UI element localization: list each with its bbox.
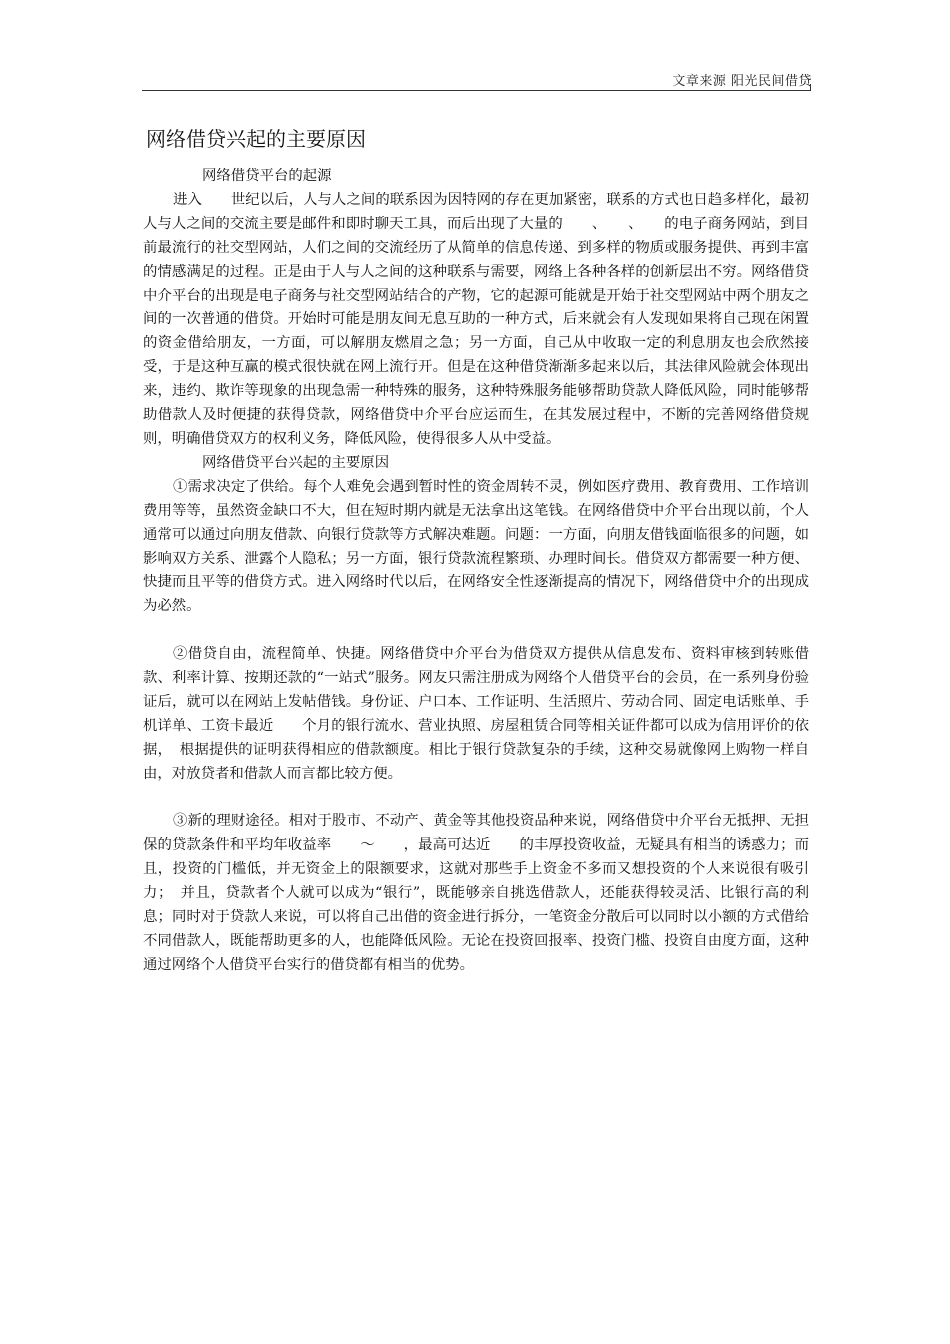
paragraph-reason-investment: ③新的理财途径。相对于股市、不动产、黄金等其他投资品种来说，网络借贷中介平台无抵押、无担保的贷款条件和平均年收益率 ～ ，最高可达近 的丰厚投资收益，无疑具有相当的诱惑力；而且，投资的门槛低，并无资金上的限额要求，这就对那些手上资金不多而又想投资的个人来说很有吸引力； 并且，贷款者个人就可以成为“银行”，既能够亲自挑选借款人，还能获得较灵活、比银行高的利息；同时对于贷款人来说，可以将自己出借的资金进行拆分，一笔资金分散后可以同时以小额的方式借给不同借款人，既能帮助更多的人，也能降低风险。无论在投资回报率、投资门槛、投资自由度方面，这种通过网络个人借贷平台实行的借贷都有相当的优势。 (143, 813, 809, 973)
paragraph-spacer (143, 787, 809, 811)
header-rule-tick (810, 84, 811, 91)
paragraph-spacer (143, 619, 809, 643)
document-body (143, 165, 809, 978)
paragraph-reason-freedom: ②借贷自由，流程简单、快捷。网络借贷中介平台为借贷双方提供从信息发布、资料审核到转账借款、利率计算、按期还款的“一站式”服务。网友只需注册成为网络个人借贷平台的会员，在一系列身份验证后，就可以在网站上发帖借钱。身份证、户口本、工作证明、生活照片、劳动合同、固定电话账单、手机详单、工资卡最近 个月的银行流水、营业执照、房屋租赁合同等相关证件都可以成为信用评价的依据， 根据提供的证明获得相应的借款额度。相比于银行贷款复杂的手续，这种交易就像网上购物一样自由，对放贷者和借款人而言都比较方便。 (143, 646, 809, 782)
section-heading-reasons: 网络借贷平台兴起的主要原因 (202, 454, 390, 471)
paragraph-reason-demand: ①需求决定了供给。每个人难免会遇到暂时性的资金周转不灵，例如医疗费用、教育费用、工作培训费用等等，虽然资金缺口不大，但在短时期内就是无法拿出这笔钱。在网络借贷中介平台出现以前，个人通常可以通过向朋友借款、向银行贷款等方式解决难题。问题：一方面，向朋友借钱面临很多的问题，如影响双方关系、泄露个人隐私；另一方面，银行贷款流程繁琐、办理时间长。借贷双方都需要一种方便、快捷而且平等的借贷方式。进入网络时代以后，在网络安全性逐渐提高的情况下，网络借贷中介的出现成为必然。 (143, 478, 809, 615)
document-title: 网络借贷兴起的主要原因 (146, 127, 366, 151)
paragraph-origin: 进入 世纪以后，人与人之间的联系因为因特网的存在更加紧密，联系的方式也日趋多样化，最初人与人之间的交流主要是邮件和即时聊天工具，而后出现了大量的 、 、 的电子商务网站，到目前最流行的社交型网站，人们之间的交流经历了从简单的信息传递、到多样的物质或服务提供、再到丰富的情感满足的过程。正是由于人与人之间的这种联系与需要，网络上各种各样的创新层出不穷。网络借贷中介平台的出现是电子商务与社交型网站结合的产物，它的起源可能就是开始于社交型网站中两个朋友之间的一次普通的借贷。开始时可能是朋友间无息互助的一种方式，后来就会有人发现如果将自己现在闲置的资金借给朋友，一方面，可以解朋友燃眉之急；另一方面，自己从中收取一定的利息朋友也会欣然接受，于是这种互赢的模式很快就在网上流行开。但是在这种借贷渐渐多起来以后，其法律风险就会体现出来，违约、欺诈等现象的出现急需一种特殊的服务，这种特殊服务能够帮助贷款人降低风险，同时能够帮助借款人及时便捷的获得贷款，网络借贷中介平台应运而生，在其发展过程中，不断的完善网络借贷规则，明确借贷双方的权利义务，降低风险，使得很多人从中受益。 (143, 191, 809, 447)
header-source: 文章来源 阳光民间借贷 (672, 74, 812, 89)
header-rule (142, 90, 811, 91)
section-heading-origin: 网络借贷平台的起源 (202, 168, 332, 184)
